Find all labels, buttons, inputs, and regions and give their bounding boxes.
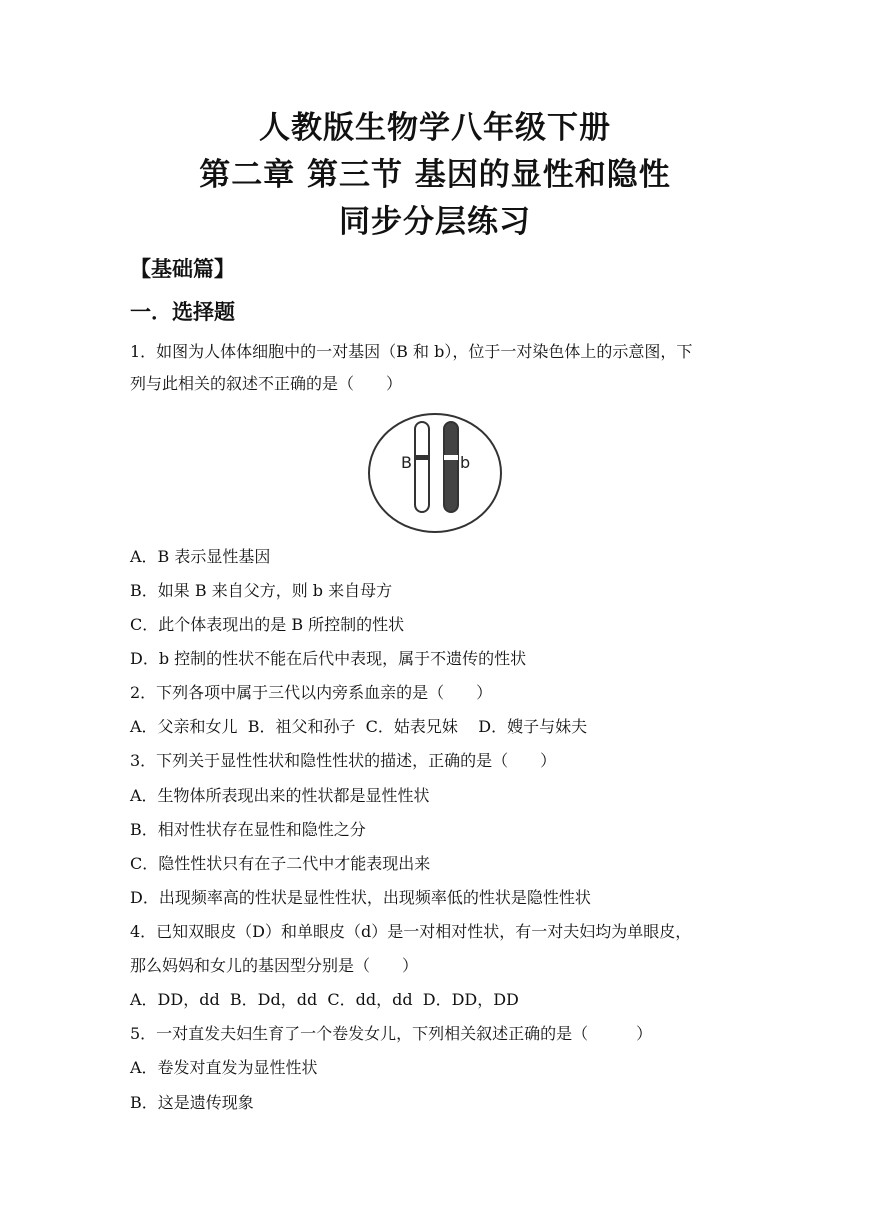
chromosome-figure	[367, 412, 503, 534]
q3-option-b: B．相对性状存在显性和隐性之分	[130, 820, 366, 839]
q1-stem-line1: 1．如图为人体体细胞中的一对基因（B 和 b），位于一对染色体上的示意图，下	[130, 342, 693, 361]
chromosome-left	[415, 422, 429, 512]
q4-stem-line1: 4．已知双眼皮（D）和单眼皮（d）是一对相对性状，有一对夫妇均为单眼皮，	[130, 922, 692, 941]
q4-stem-line2: 那么妈妈和女儿的基因型分别是（ ）	[130, 956, 419, 975]
q1-stem-line2: 列与此相关的叙述不正确的是（ ）	[130, 374, 403, 393]
title-line-1: 人教版生物学八年级下册	[259, 110, 611, 146]
q4-options: A．DD，dd B．Dd，dd C．dd，dd D．DD，DD	[130, 990, 519, 1009]
section-choice: 一．选择题	[130, 300, 235, 324]
q2-stem: 2．下列各项中属于三代以内旁系血亲的是（ ）	[130, 683, 493, 702]
q5-stem: 5．一对直发夫妇生育了一个卷发女儿，下列相关叙述正确的是（ ）	[130, 1024, 653, 1043]
q5-option-a: A．卷发对直发为显性性状	[130, 1058, 318, 1077]
title-line-2: 第二章 第三节 基因的显性和隐性	[199, 157, 671, 193]
section-basic: 【基础篇】	[130, 257, 235, 281]
q3-option-a: A．生物体所表现出来的性状都是显性性状	[130, 786, 430, 805]
label-b: b	[460, 453, 471, 472]
chromosome-right	[444, 422, 458, 512]
label-B: B	[401, 453, 412, 472]
q1-option-d: D．b 控制的性状不能在后代中表现，属于不遗传的性状	[130, 649, 527, 668]
cell-outline	[369, 414, 501, 532]
gene-band-B	[415, 455, 429, 460]
q3-option-c: C．隐性性状只有在子二代中才能表现出来	[130, 854, 431, 873]
q1-option-b: B．如果 B 来自父方，则 b 来自母方	[130, 581, 393, 600]
q2-options: A．父亲和女儿 B．祖父和孙子 C．姑表兄妹 D．嫂子与妹夫	[130, 717, 588, 736]
title-line-3: 同步分层练习	[339, 204, 531, 240]
q1-option-c: C．此个体表现出的是 B 所控制的性状	[130, 615, 405, 634]
q3-stem: 3．下列关于显性性状和隐性性状的描述，正确的是（ ）	[130, 751, 557, 770]
q5-option-b: B．这是遗传现象	[130, 1093, 254, 1112]
q1-option-a: A．B 表示显性基因	[130, 547, 271, 566]
gene-band-b	[444, 455, 458, 460]
q3-option-d: D．出现频率高的性状是显性性状，出现频率低的性状是隐性性状	[130, 888, 591, 907]
